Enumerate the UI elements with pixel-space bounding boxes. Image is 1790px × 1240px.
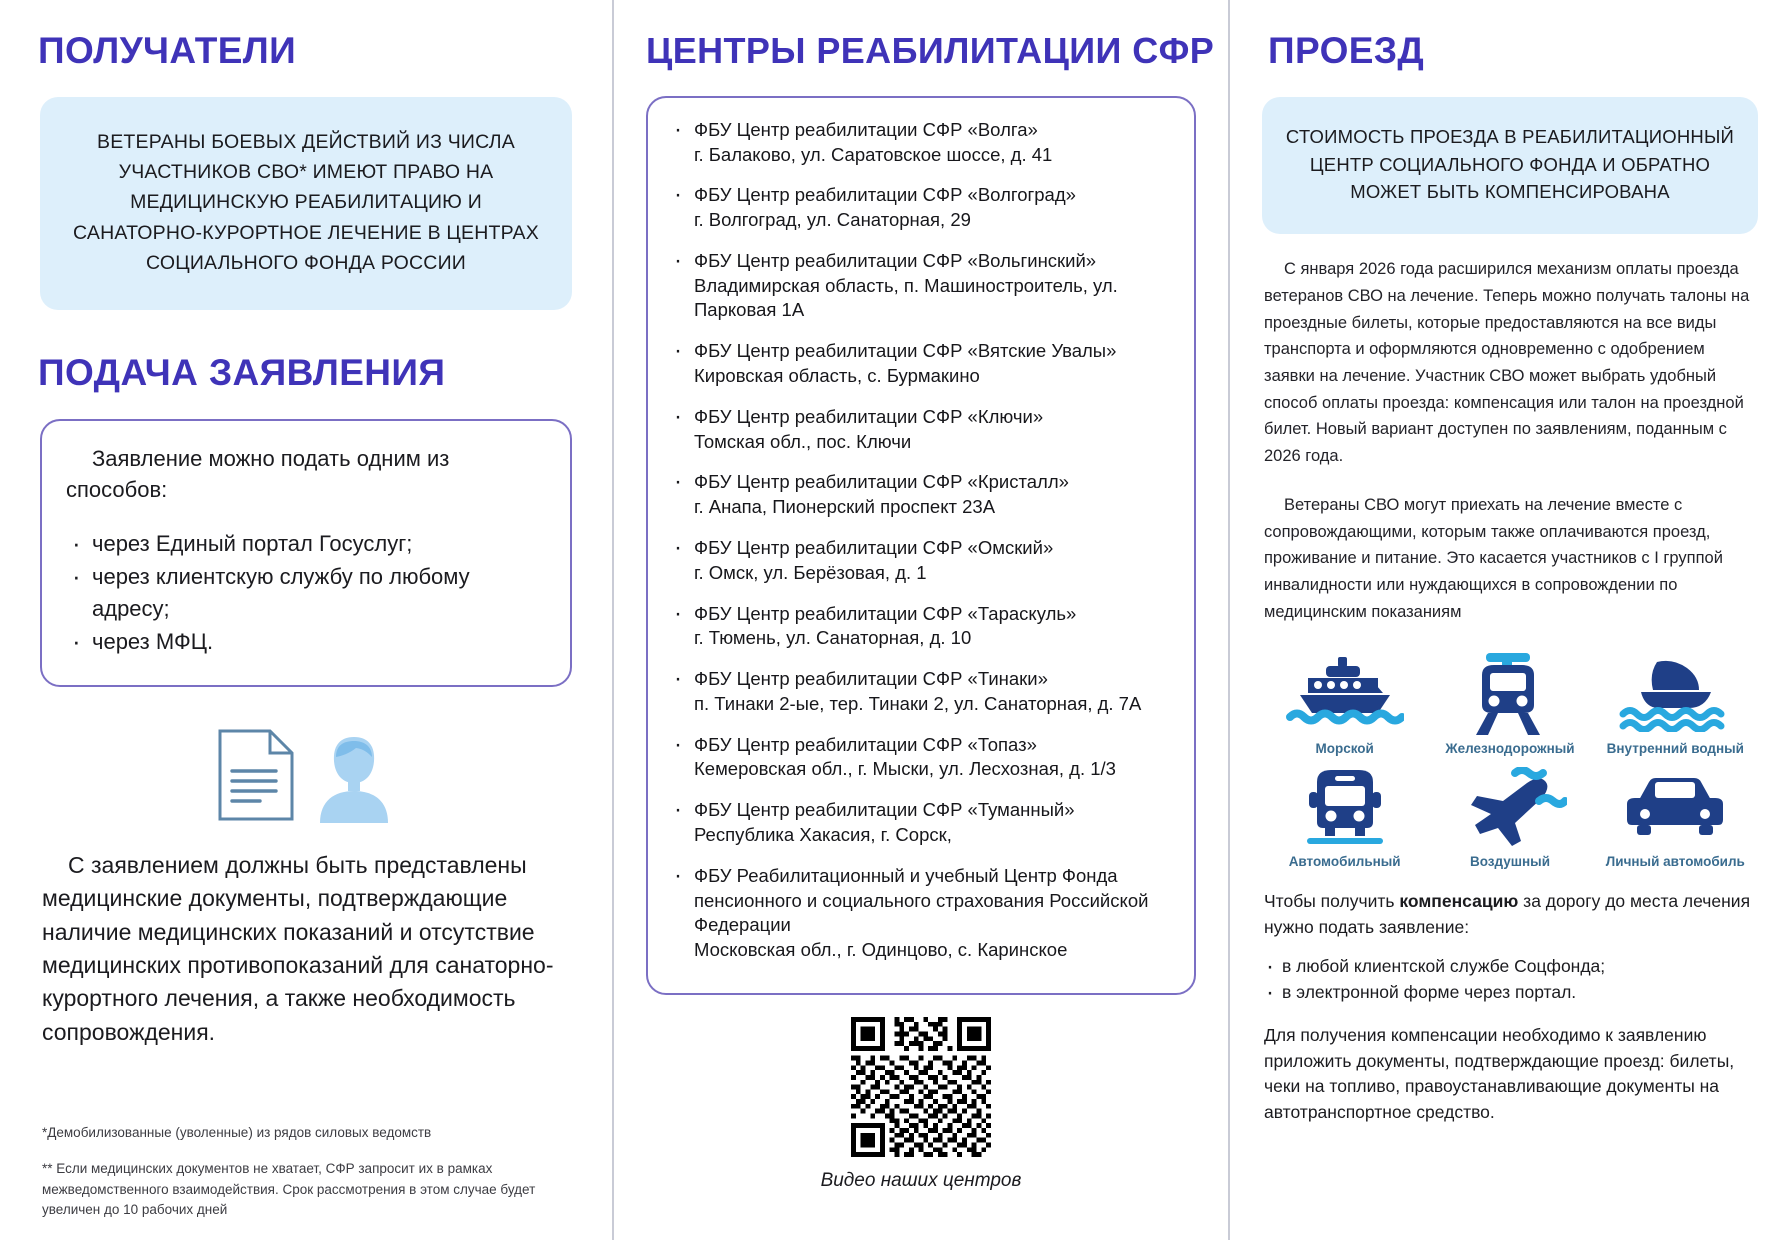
center-address: Кировская область, с. Бурмакино — [694, 365, 980, 387]
transport-road — [1262, 764, 1427, 871]
transport-label: Автомобильный — [1288, 854, 1401, 870]
center-name: ФБУ Центр реабилитации СФР «Омский» — [694, 536, 1054, 558]
footnote-one: *Демобилизованные (уволенные) из рядов силовых ведомств — [42, 1125, 432, 1140]
list-item — [670, 602, 1174, 652]
transport-sea — [1262, 651, 1427, 758]
train-icon — [1427, 651, 1592, 737]
page-title-application: ПОДАЧА ЗАЯВЛЕНИЯ — [38, 351, 446, 393]
list-item: · через МФЦ. — [66, 626, 546, 657]
compensation-suffix: за дорогу до места лечения нужно подать заявление: — [1264, 891, 1751, 937]
column-centers — [612, 0, 1230, 1240]
list-item — [670, 405, 1174, 455]
list-item: · через Единый портал Госуслуг; — [66, 528, 546, 559]
airplane-icon — [1427, 764, 1592, 850]
qr-section — [642, 1017, 1200, 1192]
page-title-recipients: ПОЛУЧАТЕЛИ — [38, 30, 297, 71]
transport-label: Морской — [1315, 741, 1374, 757]
list-item — [670, 864, 1174, 963]
travel-paragraph-two: Ветераны СВО могут приехать на лечение вместе с сопровождающими, которым также оплачиваются проезд, проживание и питание. Это касается участников с I группой инвалидности или нуждающихся в сопровождении по медицинским показаниям — [1264, 495, 1723, 621]
center-name: ФБУ Реабилитационный и учебный Центр Фонда пенсионного и социального страхования Российской Федерации — [694, 864, 1149, 936]
center-address: Владимирская область, п. Машиностроитель, ул. Парковая 1А — [694, 274, 1118, 321]
car-icon — [1593, 764, 1758, 850]
centers-list — [670, 118, 1174, 963]
list-item — [670, 667, 1174, 717]
transport-rail — [1427, 651, 1592, 758]
document-person-illustration — [28, 727, 584, 823]
compensation-prefix: Чтобы получить — [1264, 891, 1400, 912]
application-intro: Заявление можно подать одним из способов: — [66, 445, 450, 503]
recipients-callout: ВЕТЕРАНЫ БОЕВЫХ ДЕЙСТВИЙ ИЗ ЧИСЛА УЧАСТНИКОВ СВО* ИМЕЮТ ПРАВО НА МЕДИЦИНСКУЮ РЕАБИЛИТАЦИЮ И САНАТОРНО-КУРОРТНОЕ ЛЕЧЕНИЕ В ЦЕНТРАХ СОЦИАЛЬНОГО ФОНДА РОССИИ — [40, 97, 572, 310]
list-item — [670, 183, 1174, 233]
center-address: Кемеровская обл., г. Мыски, ул. Лесхозная, д. 1/3 — [694, 758, 1116, 780]
center-address: г. Волгоград, ул. Санаторная, 29 — [694, 209, 971, 231]
center-address: г. Тюмень, ул. Санаторная, д. 10 — [694, 627, 972, 649]
center-address: п. Тинаки 2-ые, тер. Тинаки 2, ул. Санаторная, д. 7А — [694, 692, 1142, 714]
list-item — [670, 249, 1174, 323]
compensation-documents-paragraph: Для получения компенсации необходимо к заявлению приложить документы, подтверждающие проезд: билеты, чеки на топливо, правоустанавливающие документы на автотранспортное средство. — [1264, 1025, 1735, 1122]
document-icon — [216, 727, 296, 823]
travel-paragraph-one: С января 2026 года расширился механизм оплаты проезда ветеранов СВО на лечение. Теперь можно получать талоны на проездные билеты, которые предоставляются на все виды транспорта и оформляются одновременно с одобрением заявки на лечение. Участник СВО может выбрать удобный способ оплаты проезда: компенсация или талон на проездной билет. Новый вариант доступен по заявлениям, поданным с 2026 года. — [1264, 260, 1750, 466]
center-address: г. Омск, ул. Берёзовая, д. 1 — [694, 561, 927, 583]
transport-label: Личный автомобиль — [1605, 854, 1745, 870]
compensation-bold: компенсацию — [1399, 891, 1519, 912]
page-title-travel: ПРОЕЗД — [1268, 30, 1425, 71]
transport-label: Воздушный — [1469, 854, 1550, 870]
ship-icon — [1262, 651, 1427, 737]
list-item: · в электронной форме через портал. — [1258, 980, 1762, 1005]
list-item — [670, 339, 1174, 389]
list-item — [670, 798, 1174, 848]
center-address: Московская обл., г. Одинцово, с. Каринское — [694, 939, 1068, 961]
list-item — [670, 536, 1174, 586]
list-item — [670, 733, 1174, 783]
center-name: ФБУ Центр реабилитации СФР «Волгоград» — [694, 184, 1076, 206]
list-item: · через клиентскую службу по любому адресу; — [66, 561, 546, 623]
center-name: ФБУ Центр реабилитации СФР «Туманный» — [694, 799, 1075, 821]
center-name: ФБУ Центр реабилитации СФР «Топаз» — [694, 733, 1037, 755]
compensation-methods-list — [1258, 954, 1762, 1005]
column-recipients — [0, 0, 612, 1240]
travel-callout: СТОИМОСТЬ ПРОЕЗДА В РЕАБИЛИТАЦИОННЫЙ ЦЕНТР СОЦИАЛЬНОГО ФОНДА И ОБРАТНО МОЖЕТ БЫТЬ КОМПЕНСИРОВАНА — [1262, 97, 1758, 234]
center-address: г. Анапа, Пионерский проспект 23А — [694, 496, 996, 518]
compensation-intro — [1264, 889, 1756, 940]
centers-box — [646, 96, 1196, 995]
center-name: ФБУ Центр реабилитации СФР «Тинаки» — [694, 668, 1048, 690]
qr-code-icon[interactable] — [851, 1017, 991, 1157]
transport-types-grid — [1262, 651, 1758, 871]
transport-inland-water — [1593, 651, 1758, 758]
boat-icon — [1593, 651, 1758, 737]
center-name: ФБУ Центр реабилитации СФР «Волга» — [694, 118, 1038, 140]
application-methods-box — [40, 419, 572, 687]
center-name: ФБУ Центр реабилитации СФР «Кристалл» — [694, 471, 1069, 493]
bus-icon — [1262, 764, 1427, 850]
center-name: ФБУ Центр реабилитации СФР «Вятские Увалы» — [694, 340, 1117, 362]
application-methods-list — [66, 528, 546, 657]
center-name: ФБУ Центр реабилитации СФР «Ключи» — [694, 405, 1044, 427]
transport-personal-car — [1593, 764, 1758, 871]
column-travel — [1230, 0, 1790, 1240]
transport-air — [1427, 764, 1592, 871]
person-icon — [312, 731, 396, 823]
center-address: Томская обл., пос. Ключи — [694, 430, 912, 452]
list-item: · в любой клиентской службе Соцфонда; — [1258, 954, 1762, 979]
list-item — [670, 470, 1174, 520]
transport-label: Железнодорожный — [1445, 741, 1575, 757]
footnote-two: ** Если медицинских документов не хватает, СФР запросит их в рамках межведомственного взаимодействия. Срок рассмотрения в этом случае будет увеличен до 10 рабочих дней — [42, 1161, 536, 1217]
transport-label: Внутренний водный — [1606, 741, 1744, 757]
center-address: Республика Хакасия, г. Сорск, — [694, 823, 952, 845]
qr-caption: Видео наших центров — [820, 1169, 1022, 1191]
page-title-centers: ЦЕНТРЫ РЕАБИЛИТАЦИИ СФР — [646, 30, 1215, 71]
documents-paragraph: С заявлением должны быть представлены медицинские документы, подтверждающие наличие медицинских показаний и отсутствие медицинских противопоказаний для санаторно-курортного лечения, а также необходимость сопровождения. — [42, 852, 554, 1045]
footnotes — [42, 1123, 582, 1224]
center-name: ФБУ Центр реабилитации СФР «Тараскуль» — [694, 602, 1077, 624]
center-address: г. Балаково, ул. Саратовское шоссе, д. 41 — [694, 143, 1053, 165]
list-item — [670, 118, 1174, 168]
qr-code[interactable] — [851, 1017, 991, 1162]
center-name: ФБУ Центр реабилитации СФР «Вольгинский» — [694, 249, 1097, 271]
